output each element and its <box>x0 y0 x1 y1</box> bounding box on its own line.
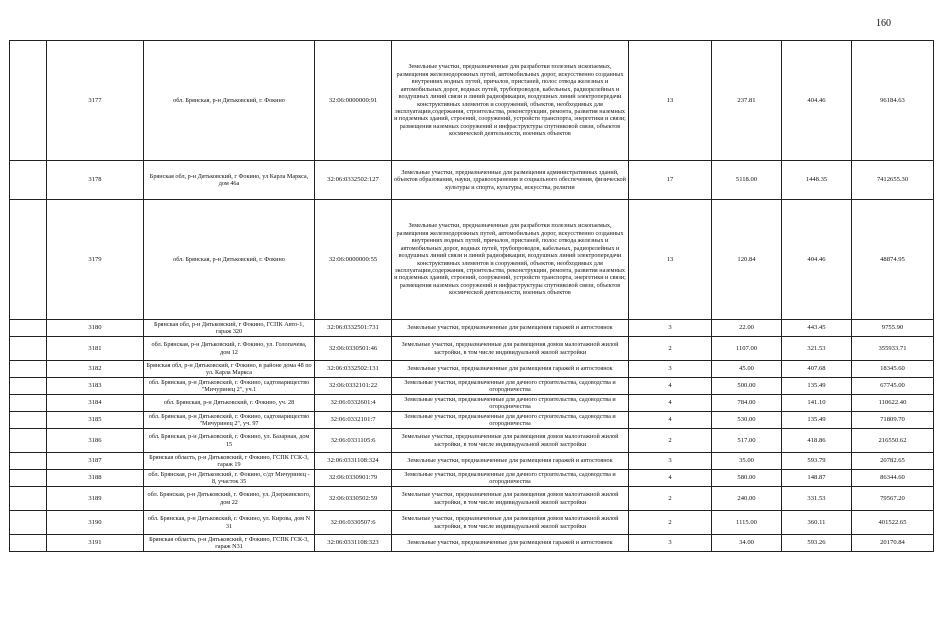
cell-area: 517.00 <box>712 429 782 453</box>
cell-area: 530.00 <box>712 412 782 429</box>
cell-address: обл. Брянская, р-н Дятьковский, г. Фокино <box>144 200 315 320</box>
cell-specific-value: 360.11 <box>782 511 852 535</box>
cell-specific-value: 443.45 <box>782 320 852 337</box>
cell-row-number: 3184 <box>47 395 144 412</box>
cell-row-number: 3185 <box>47 412 144 429</box>
table-row <box>10 412 934 429</box>
cell-group-code: 3 <box>629 535 712 552</box>
cell-cadastral-number: 32:06:0331108:324 <box>315 453 392 470</box>
cell-group-code: 4 <box>629 378 712 395</box>
cell-specific-value: 593.26 <box>782 535 852 552</box>
cell-cadastral-value: 86344.60 <box>852 470 934 487</box>
cell-area: 1115.00 <box>712 511 782 535</box>
cell-row-number: 3191 <box>47 535 144 552</box>
cell-land-purpose: Земельные участки, предназначенные для размещения гаражей и автостоянок <box>392 320 629 337</box>
cell-group-code: 2 <box>629 511 712 535</box>
cell-land-purpose: Земельные участки, предназначенные для размещения гаражей и автостоянок <box>392 361 629 378</box>
cell-specific-value: 1448.35 <box>782 161 852 200</box>
cell-address: Брянская обл, р-н Дятьковский, г Фокино, в районе дома 48 по ул. Карла Маркса <box>144 361 315 378</box>
cell-address: обл. Брянская, р-н Дятьковский, г. Фокино, ул. Дзержинского, дом 22 <box>144 487 315 511</box>
cell-blank <box>10 161 47 200</box>
cell-blank <box>10 361 47 378</box>
cell-cadastral-number: 32:06:0000000:55 <box>315 200 392 320</box>
cell-address: Брянская обл, р-н Дятьковский, г Фокино, ГСПК Авто-1, гараж 320 <box>144 320 315 337</box>
cell-cadastral-number: 32:06:0331108:323 <box>315 535 392 552</box>
cell-row-number: 3178 <box>47 161 144 200</box>
cell-group-code: 17 <box>629 161 712 200</box>
cell-row-number: 3188 <box>47 470 144 487</box>
cell-group-code: 2 <box>629 429 712 453</box>
cell-row-number: 3190 <box>47 511 144 535</box>
cell-group-code: 13 <box>629 200 712 320</box>
table-row <box>10 41 934 161</box>
cell-area: 5118.00 <box>712 161 782 200</box>
cell-area: 22.00 <box>712 320 782 337</box>
cell-blank <box>10 453 47 470</box>
cell-area: 580.00 <box>712 470 782 487</box>
cell-group-code: 13 <box>629 41 712 161</box>
cell-cadastral-number: 32:06:0332501:731 <box>315 320 392 337</box>
cell-cadastral-value: 9755.90 <box>852 320 934 337</box>
cell-address: Брянская область, р-н Дятьковский, г Фокино, ГСПК ГСК-3, гараж 19 <box>144 453 315 470</box>
cell-area: 120.84 <box>712 200 782 320</box>
table-row <box>10 320 934 337</box>
cell-specific-value: 135.49 <box>782 378 852 395</box>
cell-land-purpose: Земельные участки, предназначенные для размещения домов малоэтажной жилой застройки, в том числе индивидуальной жилой застройки <box>392 337 629 361</box>
cell-cadastral-value: 401522.65 <box>852 511 934 535</box>
cell-land-purpose: Земельные участки, предназначенные для размещения административных зданий, объектов образования, науки, здравоохранения и социального обеспечения, физической культуры и спорта, культуры, искусства, религии <box>392 161 629 200</box>
cell-cadastral-value: 355933.71 <box>852 337 934 361</box>
cell-blank <box>10 200 47 320</box>
cell-address: обл. Брянская, р-н Дятьковский, г. Фокино, ул. Базарная, дом 15 <box>144 429 315 453</box>
cell-land-purpose: Земельные участки, предназначенные для разработки полезных ископаемых, размещения железнодорожных путей, автомобильных дорог, искусственно созданных внутренних водных путей, причалов, пристаней, полос отвода железных и автомобильных дорог, водных путей, трубопроводов, кабельных, радиорелейных и воздушных линий связи и линий радиофикации, воздушных линий электропередачи конструктивных элементов и сооружений, объектов, необходимых для эксплуатации,содержания, строительства, реконструкции, ремонта, развития наземных и подземных зданий, строений, сооружений, устройств транспорта, энергетики и связи; размещения наземных сооружений и инфраструктуры спутниковой связи, объектов космической деятельности, военных объектов <box>392 200 629 320</box>
cell-specific-value: 141.10 <box>782 395 852 412</box>
cell-group-code: 4 <box>629 470 712 487</box>
cell-specific-value: 593.79 <box>782 453 852 470</box>
cell-cadastral-number: 32:06:0330501:46 <box>315 337 392 361</box>
cell-row-number: 3183 <box>47 378 144 395</box>
cell-cadastral-number: 32:06:0000000:91 <box>315 41 392 161</box>
cell-area: 237.81 <box>712 41 782 161</box>
cell-blank <box>10 412 47 429</box>
table-row <box>10 361 934 378</box>
cell-blank <box>10 470 47 487</box>
table-row <box>10 161 934 200</box>
cell-cadastral-value: 71809.70 <box>852 412 934 429</box>
cell-area: 784.00 <box>712 395 782 412</box>
table-row <box>10 487 934 511</box>
cell-land-purpose: Земельные участки, предназначенные для размещения гаражей и автостоянок <box>392 453 629 470</box>
cell-blank <box>10 320 47 337</box>
cell-cadastral-value: 7412655.30 <box>852 161 934 200</box>
cell-land-purpose: Земельные участки, предназначенные для дачного строительства, садоводства и огородничества <box>392 378 629 395</box>
cell-blank <box>10 337 47 361</box>
cell-blank <box>10 41 47 161</box>
cell-area: 240.00 <box>712 487 782 511</box>
cell-group-code: 3 <box>629 320 712 337</box>
cell-group-code: 3 <box>629 453 712 470</box>
cell-cadastral-number: 32:06:0332101:22 <box>315 378 392 395</box>
cell-blank <box>10 429 47 453</box>
page-number: 160 <box>876 18 891 29</box>
cell-blank <box>10 487 47 511</box>
cell-row-number: 3181 <box>47 337 144 361</box>
cell-land-purpose: Земельные участки, предназначенные для дачного строительства, садоводства и огородничества <box>392 395 629 412</box>
cell-row-number: 3182 <box>47 361 144 378</box>
cell-blank <box>10 511 47 535</box>
cell-row-number: 3186 <box>47 429 144 453</box>
cell-row-number: 3187 <box>47 453 144 470</box>
cell-cadastral-value: 79567.20 <box>852 487 934 511</box>
cell-land-purpose: Земельные участки, предназначенные для дачного строительства, садоводства и огородничества <box>392 470 629 487</box>
table-body <box>10 41 934 552</box>
cell-land-purpose: Земельные участки, предназначенные для дачного строительства, садоводства и огородничества <box>392 412 629 429</box>
cell-blank <box>10 378 47 395</box>
table-row <box>10 200 934 320</box>
cell-group-code: 4 <box>629 395 712 412</box>
cell-row-number: 3177 <box>47 41 144 161</box>
cell-group-code: 3 <box>629 361 712 378</box>
cell-area: 45.00 <box>712 361 782 378</box>
cell-blank <box>10 535 47 552</box>
cell-address: обл. Брянская, р-н Дятьковский, г. Фокино, ул. Кирова, дом N 31 <box>144 511 315 535</box>
cell-cadastral-value: 18345.60 <box>852 361 934 378</box>
cell-cadastral-number: 32:06:0330507:6 <box>315 511 392 535</box>
cell-specific-value: 331.53 <box>782 487 852 511</box>
cell-land-purpose: Земельные участки, предназначенные для размещения домов малоэтажной жилой застройки, в том числе индивидуальной жилой застройки <box>392 511 629 535</box>
cell-cadastral-value: 20170.84 <box>852 535 934 552</box>
cell-group-code: 2 <box>629 337 712 361</box>
cell-area: 35.00 <box>712 453 782 470</box>
table-row <box>10 429 934 453</box>
cell-cadastral-value: 96184.63 <box>852 41 934 161</box>
table-row <box>10 378 934 395</box>
cell-row-number: 3180 <box>47 320 144 337</box>
cadastral-value-table <box>9 40 934 552</box>
cell-address: обл. Брянская, р-н Дятьковский, г. Фокино <box>144 41 315 161</box>
cell-specific-value: 407.68 <box>782 361 852 378</box>
cell-cadastral-value: 20782.65 <box>852 453 934 470</box>
cell-address: обл. Брянская, р-н Дятьковский, г. Фокино, с/дт Мичуринец - 8, участок 35 <box>144 470 315 487</box>
cell-address: Брянская область, р-н Дятьковский, г Фокино, ГСПК ГСК-3, гараж N31 <box>144 535 315 552</box>
cell-cadastral-number: 32:06:0332601:4 <box>315 395 392 412</box>
cell-specific-value: 135.49 <box>782 412 852 429</box>
cell-area: 500.00 <box>712 378 782 395</box>
cell-group-code: 4 <box>629 412 712 429</box>
cell-land-purpose: Земельные участки, предназначенные для размещения домов малоэтажной жилой застройки, в том числе индивидуальной жилой застройки <box>392 487 629 511</box>
cell-row-number: 3189 <box>47 487 144 511</box>
cell-cadastral-number: 32:06:0332502:127 <box>315 161 392 200</box>
cell-land-purpose: Земельные участки, предназначенные для размещения гаражей и автостоянок <box>392 535 629 552</box>
cell-row-number: 3179 <box>47 200 144 320</box>
table-row <box>10 337 934 361</box>
cell-address: обл. Брянская, р-н Дятьковский, г. Фокино, ул. Голопачева, дом 12 <box>144 337 315 361</box>
cell-address: обл. Брянская, р-н Дятьковский, г. Фокино, садтоварищество "Мичуринец 2", уч.1 <box>144 378 315 395</box>
table-row <box>10 470 934 487</box>
table-row <box>10 535 934 552</box>
cell-specific-value: 404.46 <box>782 41 852 161</box>
table-row <box>10 395 934 412</box>
cell-specific-value: 418.86 <box>782 429 852 453</box>
cell-cadastral-value: 216550.62 <box>852 429 934 453</box>
cell-specific-value: 321.53 <box>782 337 852 361</box>
cell-group-code: 2 <box>629 487 712 511</box>
cell-address: обл. Брянская, р-н Дятьковский, г. Фокино, садтоварищество "Мичуринец 2", уч. 97 <box>144 412 315 429</box>
cell-blank <box>10 395 47 412</box>
cell-area: 1107.00 <box>712 337 782 361</box>
cell-cadastral-number: 32:06:0330901:79 <box>315 470 392 487</box>
cell-area: 34.00 <box>712 535 782 552</box>
cell-address: Брянская обл, р-н Дятьковский, г Фокино, ул Карла Маркса, дом 46а <box>144 161 315 200</box>
cell-cadastral-value: 67745.00 <box>852 378 934 395</box>
cell-specific-value: 404.46 <box>782 200 852 320</box>
cell-land-purpose: Земельные участки, предназначенные для разработки полезных ископаемых, размещения железнодорожных путей, автомобильных дорог, искусственно созданных внутренних водных путей, причалов, пристаней, полос отвода железных и автомобильных дорог, водных путей, трубопроводов, кабельных, радиорелейных и воздушных линий связи и линий радиофикации, воздушных линий электропередачи конструктивных элементов и сооружений, объектов, необходимых для эксплуатации,содержания, строительства, реконструкции, ремонта, развития наземных и подземных зданий, строений, сооружений, устройств транспорта, энергетики и связи; размещения наземных сооружений и инфраструктуры спутниковой связи, объектов космической деятельности, военных объектов <box>392 41 629 161</box>
cell-cadastral-number: 32:06:0332101:7 <box>315 412 392 429</box>
cell-cadastral-value: 48874.95 <box>852 200 934 320</box>
cell-cadastral-number: 32:06:0332502:131 <box>315 361 392 378</box>
table-row <box>10 453 934 470</box>
cell-land-purpose: Земельные участки, предназначенные для размещения домов малоэтажной жилой застройки, в том числе индивидуальной жилой застройки <box>392 429 629 453</box>
cell-address: обл. Брянская, р-н Дятьковский, г. Фокино, уч. 28 <box>144 395 315 412</box>
cell-cadastral-number: 32:06:0330502:59 <box>315 487 392 511</box>
cell-cadastral-value: 110622.40 <box>852 395 934 412</box>
table-row <box>10 511 934 535</box>
cell-cadastral-number: 32:06:0331105:6 <box>315 429 392 453</box>
cell-specific-value: 148.87 <box>782 470 852 487</box>
